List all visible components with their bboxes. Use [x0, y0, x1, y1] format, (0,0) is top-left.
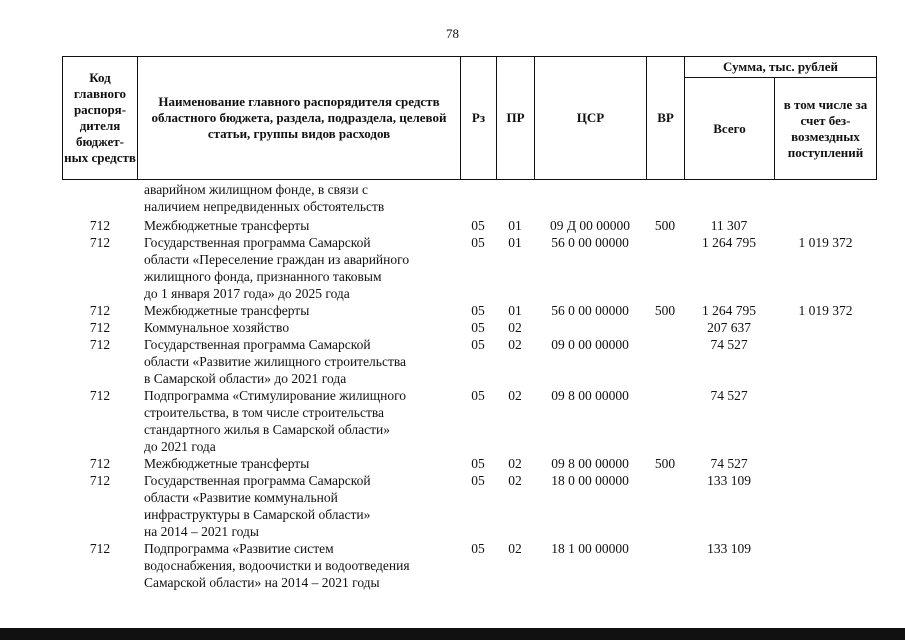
- row-csr: 18 0 00 00000: [551, 473, 629, 488]
- row-pr: 01: [508, 218, 522, 233]
- row-code: 712: [89, 388, 111, 403]
- row-pr: 01: [508, 303, 522, 318]
- row-total: 11 307: [710, 218, 748, 233]
- header-code: Код главного распоря- дителя бюджет- ных средств: [62, 56, 138, 180]
- row-rz: 05: [471, 235, 485, 250]
- row-name-line: Коммунальное хозяйство: [144, 320, 290, 335]
- row-rz: 05: [471, 218, 485, 233]
- row-name-line: области «Развитие жилищного строительства: [144, 354, 407, 369]
- row-name: [144, 319, 454, 336]
- row-name: [144, 472, 454, 540]
- row-code: 712: [89, 235, 111, 250]
- row-name-line: Самарской области» на 2014 – 2021 годы: [144, 575, 380, 590]
- header-vr: ВР: [646, 56, 685, 180]
- header-csr: ЦСР: [534, 56, 647, 180]
- row-free: 1 019 372: [798, 303, 853, 318]
- row-code: 712: [89, 320, 111, 335]
- row-name: [144, 455, 454, 472]
- row-name: [144, 302, 454, 319]
- row-csr: 18 1 00 00000: [551, 541, 629, 556]
- row-name: [144, 181, 454, 215]
- row-name-line: инфраструктуры в Самарской области»: [144, 507, 371, 522]
- row-name-line: Подпрограмма «Развитие систем: [144, 541, 334, 556]
- row-code: 712: [89, 337, 111, 352]
- row-code: 712: [89, 303, 111, 318]
- row-rz: 05: [471, 337, 485, 352]
- row-vr: 500: [654, 456, 676, 471]
- row-pr: 02: [508, 337, 522, 352]
- row-rz: 05: [471, 320, 485, 335]
- row-rz: 05: [471, 388, 485, 403]
- row-code: 712: [89, 218, 111, 233]
- row-name-line: Межбюджетные трансферты: [144, 218, 310, 233]
- row-rz: 05: [471, 473, 485, 488]
- row-total: 207 637: [707, 320, 751, 335]
- row-name-line: наличием непредвиденных обстоятельств: [144, 199, 385, 214]
- row-name-line: до 1 января 2017 года» до 2025 года: [144, 286, 350, 301]
- row-name-line: в Самарской области» до 2021 года: [144, 371, 347, 386]
- row-code: 712: [89, 456, 111, 471]
- row-rz: 05: [471, 303, 485, 318]
- row-name-line: Государственная программа Самарской: [144, 473, 371, 488]
- row-total: 1 264 795: [702, 303, 756, 318]
- row-name-line: Межбюджетные трансферты: [144, 303, 310, 318]
- row-total: 74 527: [710, 388, 748, 403]
- row-name: [144, 540, 454, 591]
- row-free: 1 019 372: [798, 235, 853, 250]
- row-name-line: жилищного фонда, признанного таковым: [144, 269, 382, 284]
- header-sum: Сумма, тыс. рублей: [684, 56, 877, 78]
- row-pr: 01: [508, 235, 522, 250]
- row-name: [144, 387, 454, 455]
- row-name-line: стандартного жилья в Самарской области»: [144, 422, 390, 437]
- row-name-line: Государственная программа Самарской: [144, 337, 371, 352]
- row-rz: 05: [471, 541, 485, 556]
- row-name-line: Государственная программа Самарской: [144, 235, 371, 250]
- header-name: Наименование главного распорядителя средств областного бюджета, раздела, подраздела, целевой статьи, группы видов расходов: [137, 56, 461, 180]
- row-name: [144, 336, 454, 387]
- row-csr: 09 0 00 00000: [551, 337, 629, 352]
- header-pr: ПР: [496, 56, 535, 180]
- row-csr: 56 0 00 00000: [551, 303, 629, 318]
- row-name-line: Межбюджетные трансферты: [144, 456, 310, 471]
- row-total: 74 527: [710, 337, 748, 352]
- row-total: 133 109: [707, 473, 751, 488]
- row-name-line: области «Развитие коммунальной: [144, 490, 338, 505]
- page-number: 78: [446, 26, 459, 41]
- header-total: Всего: [684, 77, 775, 180]
- row-pr: 02: [508, 473, 522, 488]
- row-name-line: водоснабжения, водоочистки и водоотведения: [144, 558, 410, 573]
- row-code: 712: [89, 541, 111, 556]
- row-csr: 56 0 00 00000: [551, 235, 629, 250]
- table-header: [62, 56, 877, 180]
- row-csr: 09 8 00 00000: [551, 388, 629, 403]
- row-pr: 02: [508, 541, 522, 556]
- row-total: 74 527: [710, 456, 748, 471]
- row-vr: 500: [654, 218, 676, 233]
- row-code: 712: [89, 473, 111, 488]
- row-total: 1 264 795: [702, 235, 756, 250]
- row-name-line: до 2021 года: [144, 439, 216, 454]
- row-csr: 09 Д 00 00000: [549, 218, 631, 233]
- row-name-line: аварийном жилищном фонде, в связи с: [144, 182, 368, 197]
- row-rz: 05: [471, 456, 485, 471]
- row-vr: 500: [654, 303, 676, 318]
- row-name: [144, 217, 454, 234]
- row-total: 133 109: [707, 541, 751, 556]
- header-rz: Рз: [460, 56, 497, 180]
- row-name-line: на 2014 – 2021 годы: [144, 524, 259, 539]
- row-name-line: области «Переселение граждан из аварийного: [144, 252, 410, 267]
- row-name-line: Подпрограмма «Стимулирование жилищного: [144, 388, 407, 403]
- row-pr: 02: [508, 320, 522, 335]
- row-csr: 09 8 00 00000: [551, 456, 629, 471]
- header-free: в том числе за счет без- возмездных поступлений: [774, 77, 877, 180]
- row-pr: 02: [508, 456, 522, 471]
- row-name: [144, 234, 454, 302]
- row-pr: 02: [508, 388, 522, 403]
- page-bottom-border: [0, 628, 905, 640]
- row-name-line: строительства, в том числе строительства: [144, 405, 385, 420]
